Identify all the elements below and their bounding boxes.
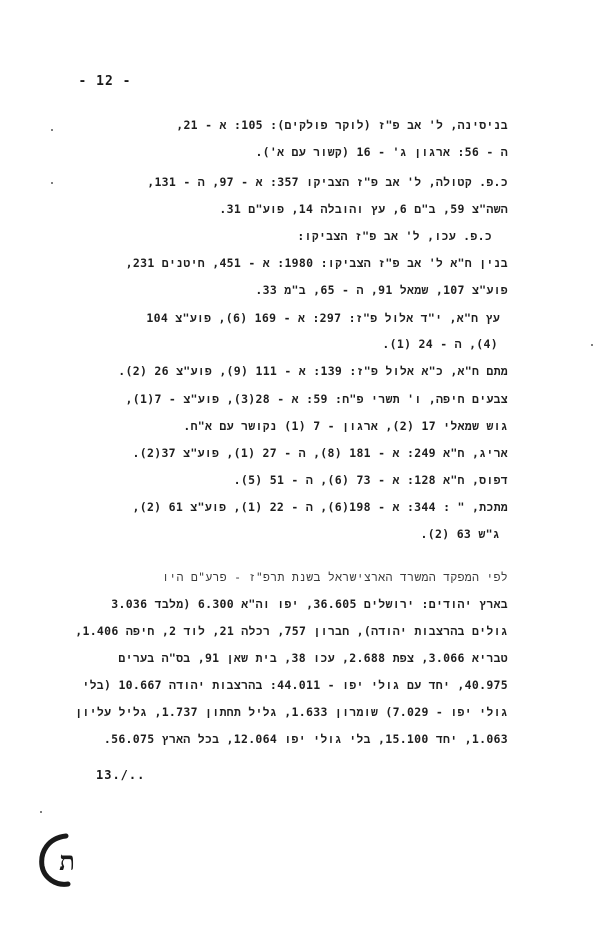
text-line: כ.פ. עכו, ל' אב פ"ז הצביקו:	[297, 229, 492, 243]
speck	[591, 344, 593, 346]
text-line: השה"צ 59, ב"ם 6, עץ והובלה 14, פוע"ם 31.	[219, 202, 508, 216]
stamp-letter: ת	[59, 847, 75, 877]
text-line: מתם ח"א, כ"א אלול פ"ז: 139: א - 111 (9), פוע"צ 26 (2).	[118, 364, 508, 378]
speck	[51, 129, 53, 131]
text-line: (4), ה - 24 (1).	[382, 337, 498, 351]
text-line: כ.פ. קטולה, ל' אב פ"ז הצביקו 357: א - 97, ה - 131,	[147, 175, 508, 189]
text-line: בארץ יהודים: ירושלים 36.605, יפו וה"א 6.300 (מלבד 3.036	[111, 597, 508, 611]
archive-stamp-icon	[36, 832, 92, 888]
text-line: לפי המפקד המשרד הארצישראל בשנת תרפ"ז - פרע"ם היו	[162, 570, 508, 584]
text-line: מתכת, " : 344: א - 198(6), ה - 22 (1), פוע"צ 61 (2),	[132, 500, 508, 514]
text-line: 1.063, יחד 15.100, בלי גולי יפו 12.064, בכל הארץ 56.075.	[103, 732, 508, 746]
text-line: עץ ח"א, י"ד אלול פ"ז: 297: א - 169 (6), פוע"צ 104	[146, 311, 500, 325]
text-line: ג"ש 63 (2).	[420, 527, 500, 541]
text-line: גוש שמאלי 17 (2), ארגון - 7 (1) נקושר עם א"ח.	[183, 419, 508, 433]
speck	[40, 811, 42, 813]
text-line: גולי יפו - 7.029) שומרון 1.633, גליל תחתון 1.737, גליל עליון	[75, 705, 508, 719]
text-line: צבעים חיפה, ו' תשרי פ"ח: 59: א - 28(3), פוע"צ - 7(1),	[125, 392, 508, 406]
text-line: אריג, ח"א 249: א - 181 (8), ה - 27 (1), פוע"צ 37(2).	[132, 446, 508, 460]
stamp	[36, 832, 92, 888]
text-line: טבריא 3.066, צפת 2.688, עכו 38, בית שאן 91, בס"ה בערים	[118, 651, 508, 665]
text-line: ה - 56: ארגון ג' - 16 (קשור עם א').	[255, 145, 508, 159]
text-line: פוע"צ 107, שמאל 91, ה - 65, ב"מ 33.	[255, 283, 508, 297]
text-line: 40.975, יחד עם גולי יפו - 44.011: בהרצבות יהודה 10.667 (בלי	[82, 678, 508, 692]
continuation-reference: 13./..	[96, 768, 146, 782]
text-line: בנין ח"א ל' אב פ"ז הצביקו: 1980: א - 451, חיטנים 231,	[125, 256, 508, 270]
page-number: - 12 -	[78, 74, 132, 89]
text-line: בניסינה, ל' אב פ"ז (לוקר פולקים): 105: א - 21,	[176, 118, 508, 132]
speck	[51, 182, 53, 184]
text-line: גולים בהרצבות יהודה), חברון 757, רכלה 21, לוד 2, חיפה 1.406,	[75, 624, 508, 638]
text-line: דפוס, ח"א 128: א - 73 (6), ה - 51 (5).	[233, 473, 508, 487]
